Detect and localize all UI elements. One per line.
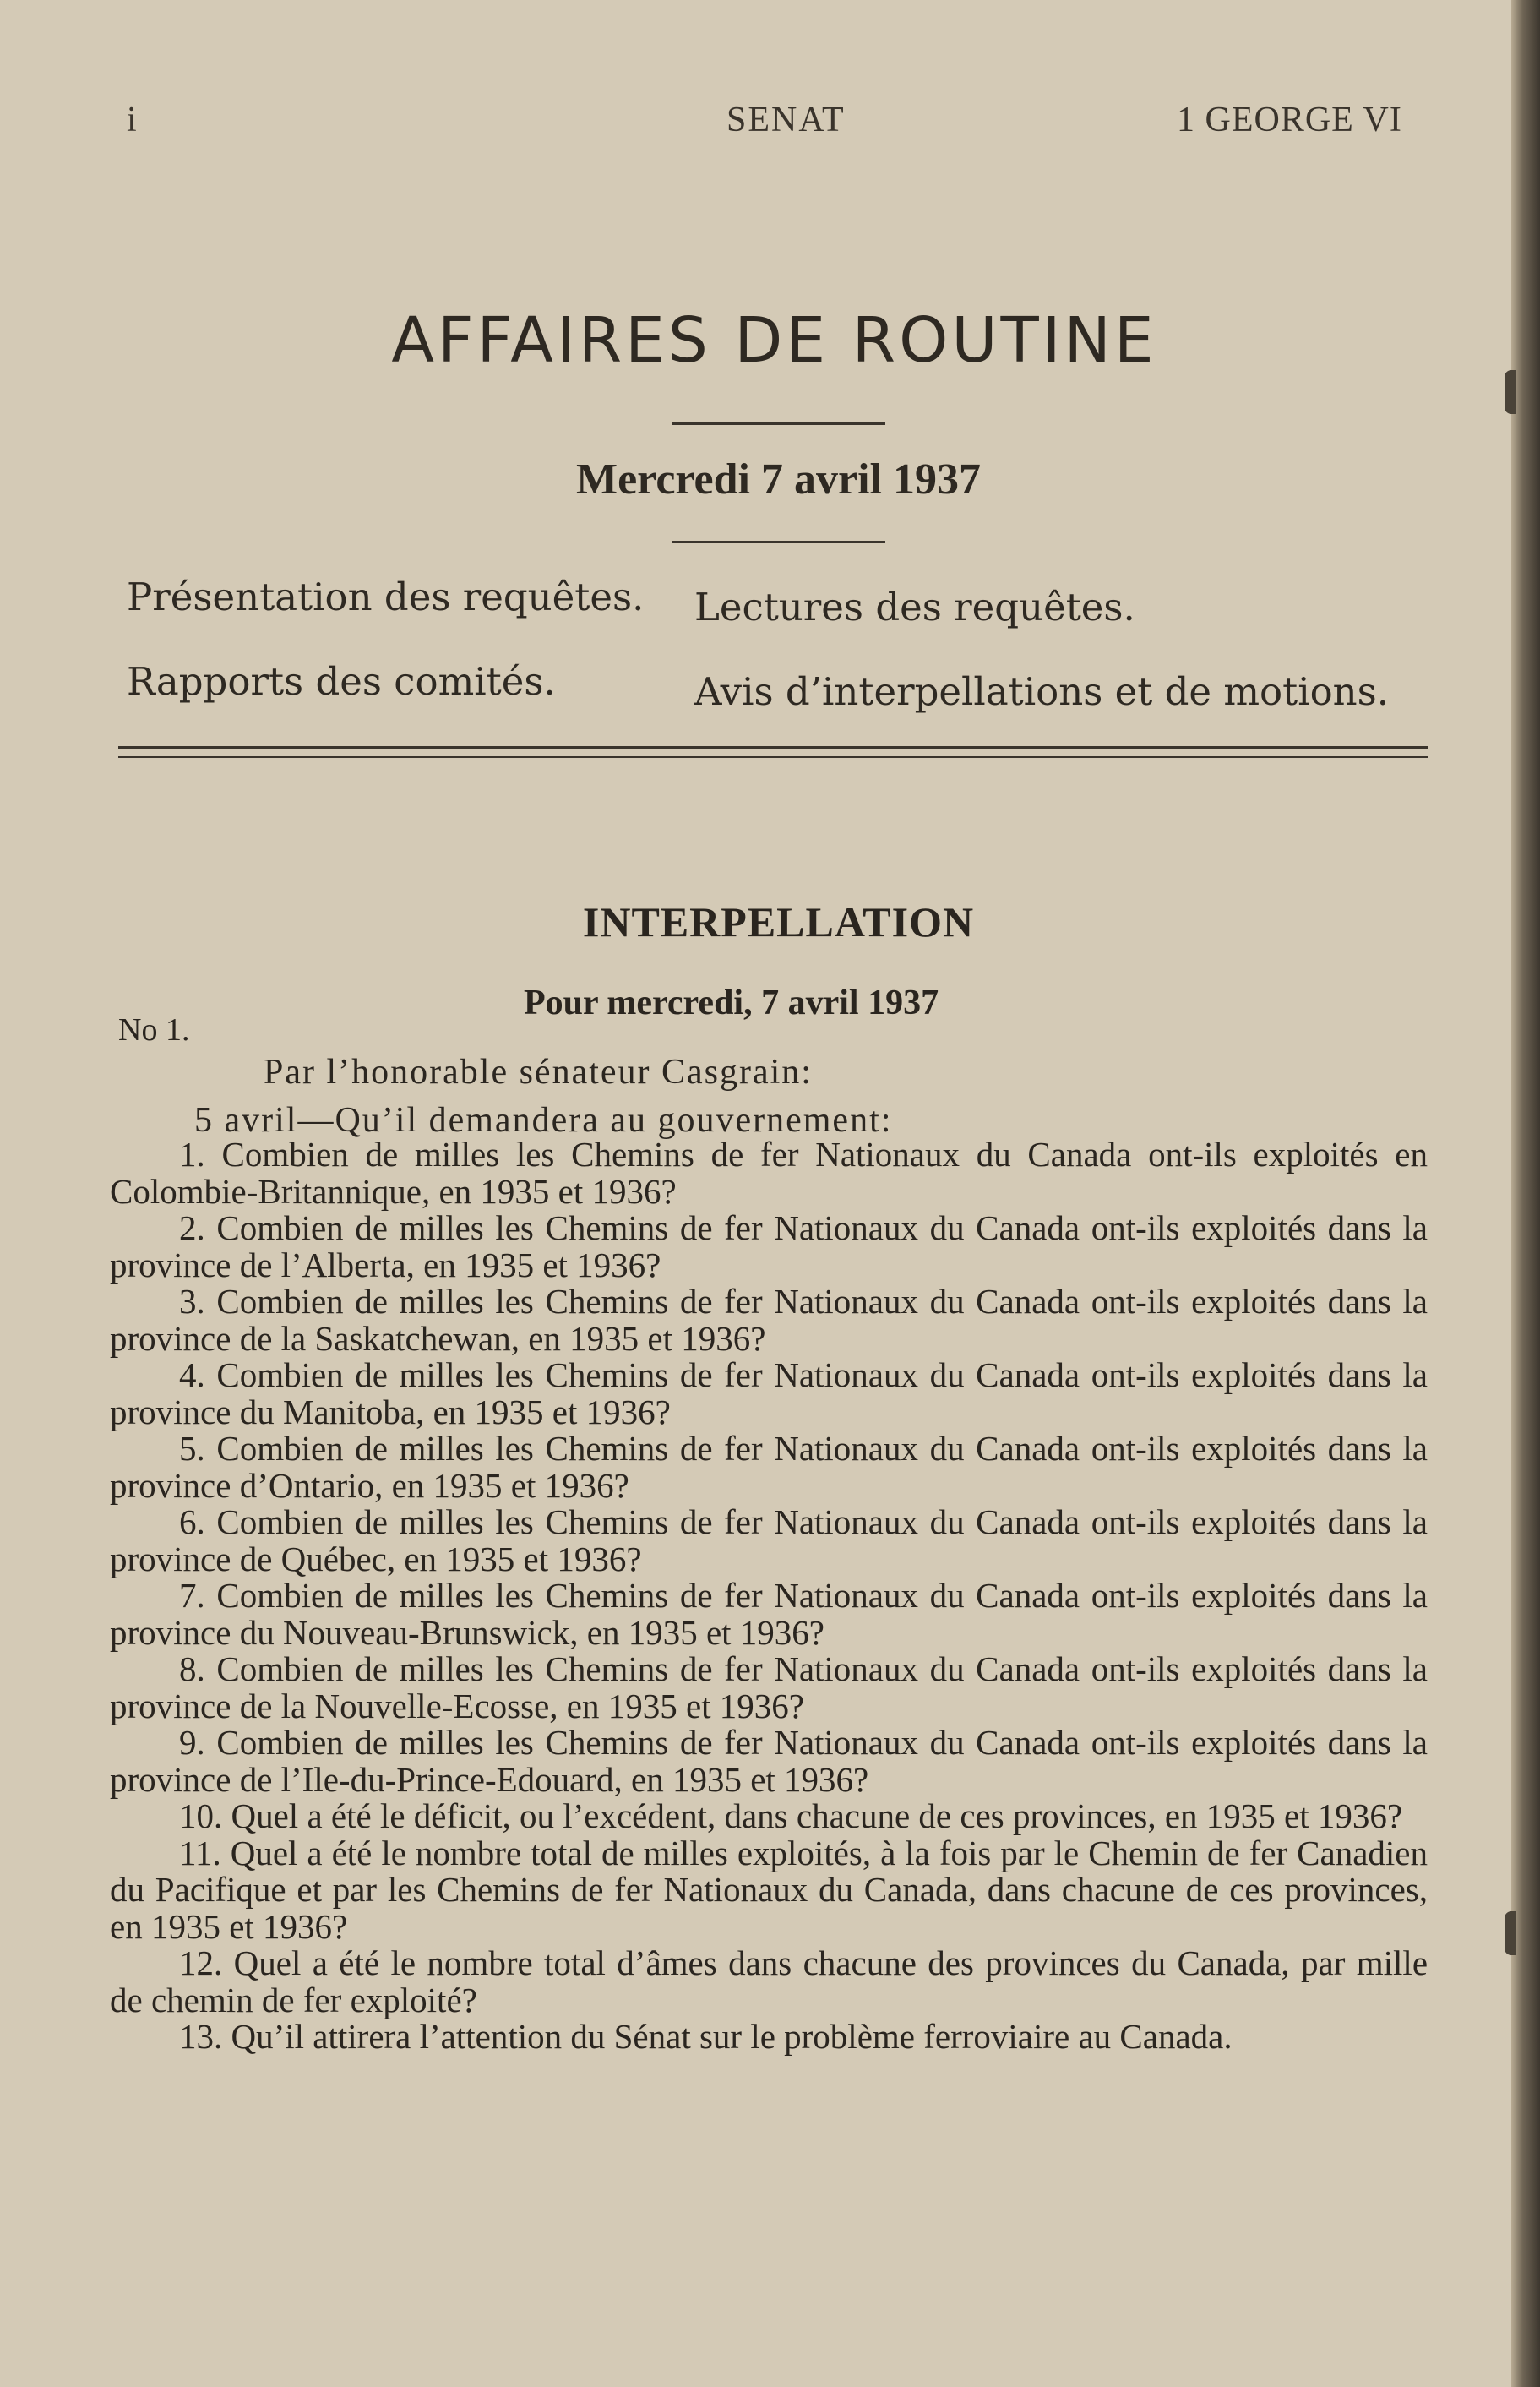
question-number: 3. <box>179 1282 205 1321</box>
question-number: 5. <box>179 1429 205 1468</box>
title-rule-top <box>672 422 885 425</box>
senator-byline: Par l’honorable sénateur Casgrain: <box>264 1053 813 1092</box>
section-title: INTERPELLATION <box>582 898 975 946</box>
routine-item: Lectures des requêtes. <box>694 585 1135 629</box>
question-number: 1. <box>179 1135 205 1174</box>
question-number: 10. <box>179 1796 223 1835</box>
question-item <box>110 1835 1428 1946</box>
edge-tab-bottom <box>1505 1911 1516 1955</box>
question-number: 7. <box>179 1576 205 1615</box>
question-number: 4. <box>179 1355 205 1394</box>
question-number: 9. <box>179 1723 205 1762</box>
question-text: Quel a été le nombre total de milles exploités, à la fois par le Chemin de fer Canadien du Pacifique et par les Chemins de fer Nationaux du Canada, dans chacune de ces provinces, en 1935 et 1936? <box>110 1833 1428 1946</box>
item-number: No 1. <box>118 1012 190 1048</box>
question-item <box>110 1651 1428 1725</box>
interpellation-date: Pour mercredi, 7 avril 1937 <box>524 984 939 1022</box>
question-text: Qu’il attirera l’attention du Sénat sur le problème ferroviaire au Canada. <box>231 2017 1233 2056</box>
question-item <box>110 1210 1428 1283</box>
title-rule-bottom <box>672 541 885 543</box>
page-number: i <box>127 101 137 139</box>
question-item <box>110 1945 1428 2019</box>
chamber-name: SENAT <box>726 101 846 139</box>
running-head <box>0 100 1540 150</box>
question-text: Combien de milles les Chemins de fer Nationaux du Canada ont-ils exploités dans la province d’Ontario, en 1935 et 1936? <box>110 1429 1428 1505</box>
sitting-date: Mercredi 7 avril 1937 <box>576 455 981 504</box>
question-list <box>110 1136 1428 2056</box>
routine-item: Rapports des comités. <box>127 659 556 704</box>
question-item <box>110 1357 1428 1431</box>
question-text: Combien de milles les Chemins de fer Nationaux du Canada ont-ils exploités dans la province de Québec, en 1935 et 1936? <box>110 1502 1428 1578</box>
question-item <box>110 1504 1428 1578</box>
question-number: 13. <box>179 2017 223 2056</box>
question-number: 2. <box>179 1208 205 1247</box>
question-number: 6. <box>179 1502 205 1541</box>
routine-item: Avis d’interpellations et de motions. <box>694 669 1390 714</box>
question-text: Combien de milles les Chemins de fer Nationaux du Canada ont-ils exploités dans la province du Manitoba, en 1935 et 1936? <box>110 1355 1428 1431</box>
question-text: Quel a été le nombre total d’âmes dans chacune des provinces du Canada, par mille de chemin de fer exploité? <box>110 1943 1428 2019</box>
routine-business-list <box>127 575 1445 718</box>
question-text: Quel a été le déficit, ou l’excédent, dans chacune de ces provinces, en 1935 et 1936? <box>231 1796 1403 1835</box>
question-item <box>110 1431 1428 1504</box>
question-item <box>110 1283 1428 1357</box>
question-number: 11. <box>179 1833 221 1872</box>
regnal-year: 1 GEORGE VI <box>1177 101 1402 139</box>
question-text: Combien de milles les Chemins de fer Nationaux du Canada ont-ils exploités dans la province de la Nouvelle-Ecosse, en 1935 et 1936? <box>110 1649 1428 1725</box>
question-number: 8. <box>179 1649 205 1688</box>
section-double-rule <box>118 746 1428 758</box>
question-item <box>110 2019 1428 2056</box>
question-text: Combien de milles les Chemins de fer Nationaux du Canada ont-ils exploités dans la province de l’Ile-du-Prince-Edouard, en 1935 et 1936? <box>110 1723 1428 1799</box>
question-text: Combien de milles les Chemins de fer Nationaux du Canada ont-ils exploités dans la province de l’Alberta, en 1935 et 1936? <box>110 1208 1428 1284</box>
question-text: Combien de milles les Chemins de fer Nationaux du Canada ont-ils exploités dans la province du Nouveau-Brunswick, en 1935 et 1936? <box>110 1576 1428 1652</box>
question-item <box>110 1725 1428 1798</box>
question-item <box>110 1578 1428 1651</box>
question-text: Combien de milles les Chemins de fer Nationaux du Canada ont-ils exploités dans la province de la Saskatchewan, en 1935 et 1936? <box>110 1282 1428 1358</box>
page-title: AFFAIRES DE ROUTINE <box>391 304 1157 377</box>
routine-item: Présentation des requêtes. <box>127 575 645 619</box>
notice-line: 5 avril—Qu’il demandera au gouvernement: <box>194 1101 893 1140</box>
question-item <box>110 1136 1428 1210</box>
question-text: Combien de milles les Chemins de fer Nationaux du Canada ont-ils exploités en Colombie-Britannique, en 1935 et 1936? <box>110 1135 1428 1211</box>
question-number: 12. <box>179 1943 223 1982</box>
question-item <box>110 1798 1428 1835</box>
